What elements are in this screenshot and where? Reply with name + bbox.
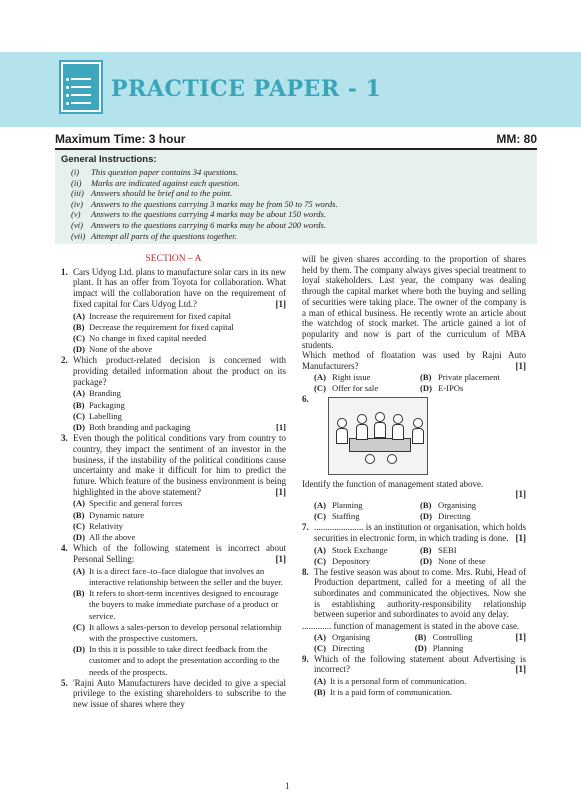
question-text: 'Rajni Auto Manufacturers have decided to give a special privilege to the existing shareholders to subscribe to the new issue of shares where they <box>73 677 286 710</box>
option-text: Directing <box>438 511 471 522</box>
option-letter: (B) <box>73 588 85 599</box>
option-label: Branding <box>89 388 121 399</box>
option-label: Decrease the requirement for fixed capital <box>89 321 234 332</box>
option-letter: (A) <box>73 310 85 321</box>
question-8-ask: ............. function of management is stated in the above case. [1] <box>302 621 526 642</box>
question-5-continued: will be given shares according to the proportion of shares held by them. The company always gives special treatment to loyal stakeholders. Last year, the company was dealing through the capital market where both the buying and selling of securities were taking place. The owner of the company is a man of ethical business. He recently wrote an article about the watchdog of stock market. The article gained a lot of popularity and now is part of the curriculum of MBA students. <box>302 254 526 350</box>
option <box>314 372 420 383</box>
question-number: 8. <box>302 566 309 577</box>
option <box>61 644 286 678</box>
marks: [1] <box>275 553 286 564</box>
option <box>61 333 286 344</box>
instruction-number: (vi) <box>71 219 83 230</box>
option-letter: (D) <box>414 642 427 653</box>
question-3 <box>61 433 286 497</box>
question-6-options <box>302 500 526 522</box>
option-letter: (B) <box>73 321 85 332</box>
question-body: Cars Udyog Ltd. plans to manufacture solar cars in its new plant. It has an offer from Toyota for collaboration. What impact will the collaboration have on the requirement of fixed capital for Cars Udyog Ltd.? <box>73 266 286 309</box>
question-7 <box>302 522 526 543</box>
option <box>61 388 286 399</box>
option-letter: (B) <box>420 544 432 555</box>
option-letter: (D) <box>73 344 85 355</box>
instructions-title: General Instructions: <box>61 154 157 165</box>
option-label: No change in fixed capital needed <box>89 332 207 343</box>
instruction-item <box>61 188 531 199</box>
option-letter: (D) <box>73 644 85 655</box>
option-letter: (A) <box>73 388 85 399</box>
option <box>61 344 286 355</box>
option <box>314 500 420 511</box>
option-letter: (A) <box>314 676 326 687</box>
option-letter: (A) <box>314 371 326 382</box>
instruction-item <box>61 231 531 242</box>
option-label: Both branding and packaging <box>89 422 191 433</box>
question-5-ask: Which method of floatation was used by Rajni Auto Manufacturers? [1] <box>302 350 526 372</box>
instruction-item <box>61 178 531 189</box>
instruction-text: Attempt all parts of the questions together. <box>91 230 237 241</box>
option <box>61 532 286 543</box>
option-text <box>89 588 286 622</box>
question-text <box>73 355 286 387</box>
option <box>61 510 286 521</box>
question-8-options <box>302 632 516 654</box>
question-text <box>314 654 526 675</box>
option-label: None of the above <box>89 344 153 355</box>
instruction-number: (iv) <box>71 198 83 209</box>
option-text <box>89 622 286 644</box>
instruction-number: (v) <box>71 209 81 220</box>
question-body: ...................... is an institution or organisation, which holds securities in electronic form, in which trading is done. <box>314 522 526 543</box>
question-body: Which of the following statement is incorrect about Personal Selling: <box>73 543 286 564</box>
instruction-text: Marks are indicated against each question. <box>91 177 240 188</box>
option-text <box>89 498 286 509</box>
option-text <box>89 644 286 678</box>
page-title: PRACTICE PAPER - 1 <box>111 76 382 102</box>
max-marks: MM: 80 <box>496 132 537 146</box>
option-letter: (A) <box>73 498 85 509</box>
question-5 <box>61 678 286 710</box>
option-text <box>330 676 526 687</box>
option <box>61 622 286 644</box>
question-body: Which product-related decision is concerned with providing detailed information about the product on its package? <box>73 355 286 387</box>
instruction-text: Answers to the questions carrying 6 marks may be about 200 words. <box>91 219 327 230</box>
option-label: Labelling <box>89 410 122 421</box>
question-number: 1. <box>61 266 68 277</box>
option-label: In this it is possible to take direct feedback from the customer and to adopt the presentation according to the needs of the prospects. <box>89 644 280 677</box>
option-text: E-IPOs <box>438 382 464 393</box>
option-letter: (B) <box>420 371 432 382</box>
marks: [1] <box>515 532 526 543</box>
option-letter: (B) <box>73 399 85 410</box>
question-1 <box>61 267 286 310</box>
option-text <box>89 344 286 355</box>
option <box>61 521 286 532</box>
option-text: Planning <box>332 500 363 511</box>
option <box>420 511 526 522</box>
option <box>314 383 420 394</box>
option-text: Organising <box>438 500 477 511</box>
option <box>302 687 526 698</box>
option-label: It is a paid form of communication. <box>330 687 452 698</box>
question-text <box>73 543 286 564</box>
option-text <box>89 388 286 399</box>
option-label: It refers to short-term incentives designed to encourage the buyers to make immediate purchase of a product or service. <box>89 588 279 621</box>
option-text <box>89 333 286 344</box>
marks: [1] <box>515 664 526 675</box>
instruction-item <box>61 167 531 178</box>
question-number: 6. <box>302 393 309 404</box>
option-text: Planning <box>432 642 464 653</box>
marks: [1] <box>275 486 286 497</box>
option <box>420 372 526 383</box>
option-letter: (B) <box>420 500 432 511</box>
section-heading: SECTION – A <box>145 254 202 264</box>
question-6 <box>302 394 526 478</box>
question-number: 2. <box>61 355 68 366</box>
option <box>314 545 420 556</box>
option-text: Staffing <box>332 511 360 522</box>
option-text <box>89 566 286 588</box>
option <box>415 643 516 654</box>
instruction-text: Answers to the questions carrying 3 marks may be from 50 to 75 words. <box>91 198 338 209</box>
instruction-item <box>61 220 531 231</box>
question-body: Which of the following statement about Advertising is incorrect? <box>314 653 526 675</box>
option-text: Organising <box>332 631 371 642</box>
general-instructions <box>55 150 537 244</box>
option-label: Dynamic nature <box>89 509 145 520</box>
question-9 <box>302 654 526 675</box>
max-time: Maximum Time: 3 hour <box>55 132 186 146</box>
option-text <box>89 411 286 422</box>
option <box>61 588 286 622</box>
option-text: Right issue <box>332 371 371 382</box>
option <box>314 632 415 643</box>
option-letter: (D) <box>420 382 432 393</box>
option-text: SEBI <box>438 544 457 555</box>
option-letter: (C) <box>73 520 85 531</box>
option <box>61 322 286 333</box>
option-text: Stock Exchange <box>332 544 388 555</box>
option-letter: (B) <box>73 509 85 520</box>
option <box>420 500 526 511</box>
question-5-options <box>302 372 526 394</box>
instruction-text: Answers to the questions carrying 4 marks may be about 150 words. <box>91 209 327 220</box>
question-number: 4. <box>61 543 68 554</box>
option-label: It is a personal form of communication. <box>330 676 467 687</box>
question-body: Even though the political conditions vary from country to country, they impact the sentiment of an investor in the business, if the instability of the political conditions cause uncertainty and make it difficult for him to predict the future. Which feature of the business environment is being highlighted in the above statement? <box>73 433 286 497</box>
question-text <box>73 267 286 310</box>
question-2 <box>61 355 286 387</box>
option-label: All the above <box>89 532 136 543</box>
instruction-text: This question paper contains 34 questions. <box>91 167 239 177</box>
instruction-number: (iii) <box>71 188 84 199</box>
option-text <box>89 311 286 322</box>
option-letter: (C) <box>73 410 85 421</box>
option-letter: (C) <box>314 382 326 393</box>
instruction-item <box>61 199 531 210</box>
option-label: It is a direct face–to–face dialogue that involves an interactive relationship between the seller and the buyer. <box>89 565 283 587</box>
option-text: Directing <box>332 642 365 653</box>
question-number: 9. <box>302 653 309 664</box>
option-letter: (C) <box>314 511 326 522</box>
option-letter: (D) <box>420 555 432 566</box>
question-number: 7. <box>302 522 309 533</box>
question-7-options <box>302 545 526 567</box>
option <box>61 400 286 411</box>
question-4 <box>61 543 286 564</box>
option <box>314 556 420 567</box>
instruction-item <box>61 209 531 220</box>
question-number: 5. <box>61 677 68 688</box>
option-text <box>330 687 526 698</box>
option-text <box>89 532 286 543</box>
option-text: Depository <box>332 555 371 566</box>
option <box>61 498 286 509</box>
option-letter: (C) <box>73 621 85 632</box>
marks: [1] <box>515 489 526 500</box>
option-label: Specific and general forces <box>89 498 183 509</box>
question-text: The festive season was about to come. Mrs. Rubi, Head of Production department, called for a meeting of all the subordinates and communicated the objectives. Now she is establishing authority-responsibility relationship between superior and subordinates to avoid any delay. <box>314 566 526 620</box>
option <box>61 411 286 422</box>
question-text <box>73 433 286 497</box>
option-letter: (D) <box>420 511 432 522</box>
meeting-cartoon-image <box>328 397 428 475</box>
right-column <box>302 254 526 699</box>
instruction-number: (i) <box>71 167 80 177</box>
left-column <box>61 254 286 711</box>
instruction-text: Answers should be brief and to the point. <box>91 188 233 199</box>
option-letter: (B) <box>414 631 427 642</box>
marks: [1] <box>275 298 286 309</box>
option-letter: (D) <box>73 532 85 543</box>
option-letter: (A) <box>314 544 326 555</box>
option-label: Packaging <box>89 399 125 410</box>
question-text <box>314 522 526 543</box>
option-label: Increase the requirement for fixed capital <box>89 310 231 321</box>
option-label: Relativity <box>89 520 123 531</box>
option-text <box>89 322 286 333</box>
option <box>420 556 526 567</box>
option <box>61 566 286 588</box>
option <box>420 545 526 556</box>
option-text <box>89 400 286 411</box>
option-letter: (C) <box>314 555 326 566</box>
option-letter: (A) <box>73 565 85 576</box>
option <box>314 511 420 522</box>
option-letter: (C) <box>73 332 85 343</box>
option-letter: (B) <box>314 687 326 698</box>
option-text: Controlling <box>432 631 473 642</box>
option <box>314 643 415 654</box>
option-letter: (D) <box>73 422 85 433</box>
option <box>415 632 516 643</box>
option <box>61 311 286 322</box>
instruction-number: (vii) <box>71 230 86 241</box>
question-6-text: Identify the function of management stated above. <box>302 478 484 489</box>
document-icon <box>61 62 101 112</box>
option-text <box>89 521 286 532</box>
page-number: 1 <box>285 781 290 791</box>
option-label: It allows a sales-person to develop personal relationship with the prospective customers. <box>89 621 282 643</box>
option-letter: (C) <box>314 642 326 653</box>
question-number: 3. <box>61 433 68 444</box>
instruction-number: (ii) <box>71 177 82 188</box>
option-text <box>89 510 286 521</box>
option <box>420 383 526 394</box>
question-8 <box>302 567 526 621</box>
option <box>61 422 286 433</box>
option-text <box>89 422 286 433</box>
option-text: Offer for sale <box>332 382 379 393</box>
option-letter: (A) <box>314 500 326 511</box>
option <box>302 676 526 687</box>
option-letter: (A) <box>314 631 326 642</box>
option-text: Private placement <box>438 371 500 382</box>
option-text: None of these <box>438 555 486 566</box>
exam-meta <box>55 132 537 148</box>
marks: [1] <box>275 422 286 433</box>
